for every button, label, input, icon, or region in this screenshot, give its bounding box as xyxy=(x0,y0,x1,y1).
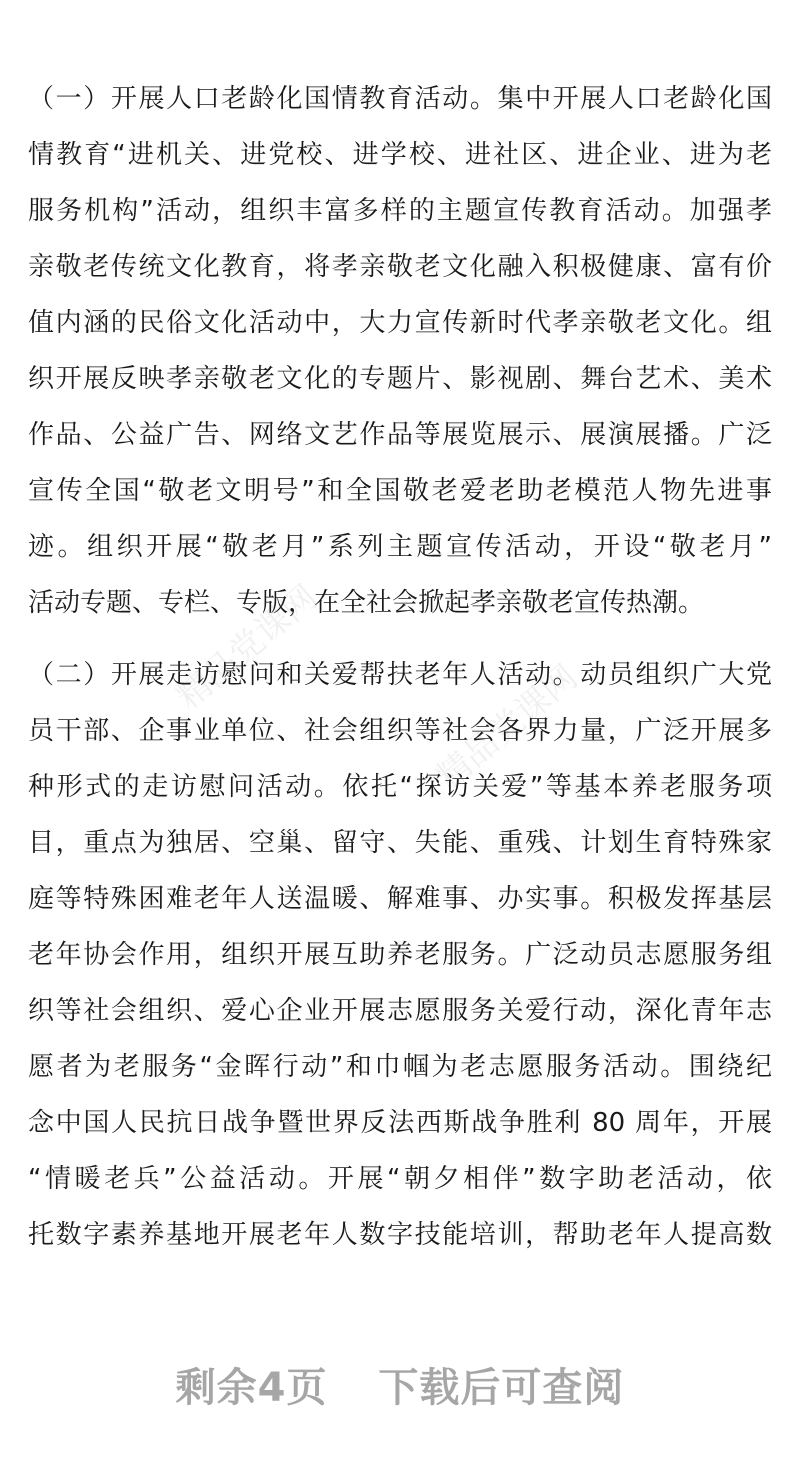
watermark: 精品党课网 xyxy=(169,577,326,718)
text-line: 托数字素养基地开展老年人数字技能培训，帮助老年人提高数 xyxy=(28,1220,772,1250)
text-line: 值内涵的民俗文化活动中，大力宣传新时代孝亲敬老文化。组 xyxy=(28,308,772,338)
text-line: 情教育“进机关、进党校、进学校、进社区、进企业、进为老 xyxy=(28,140,772,170)
text-line: 服务机构”活动，组织丰富多样的主题宣传教育活动。加强孝 xyxy=(28,196,772,226)
paragraph-1 xyxy=(28,71,772,631)
text-line: 愿者为老服务“金晖行动”和巾帼为老志愿服务活动。围绕纪 xyxy=(28,1052,772,1082)
text-line: 老年协会作用，组织开展互助养老服务。广泛动员志愿服务组 xyxy=(28,940,772,970)
text-line: 织等社会组织、爱心企业开展志愿服务关爱行动，深化青年志 xyxy=(28,996,772,1026)
download-prompt[interactable] xyxy=(0,1356,800,1413)
remaining-pages-label: 剩余4页 xyxy=(175,1365,328,1411)
text-line: 念中国人民抗日战争暨世界反法西斯战争胜利 80 周年，开展 xyxy=(28,1108,772,1138)
text-line: “情暖老兵”公益活动。开展“朝夕相伴”数字助老活动，依 xyxy=(28,1164,772,1194)
text-line: 员干部、企事业单位、社会组织等社会各界力量，广泛开展多 xyxy=(28,716,772,746)
text-line: 庭等特殊困难老年人送温暖、解难事、办实事。积极发挥基层 xyxy=(28,884,772,914)
text-line: 亲敬老传统文化教育，将孝亲敬老文化融入积极健康、富有价 xyxy=(28,252,772,282)
text-line: 作品、公益广告、网络文艺作品等展览展示、展演展播。广泛 xyxy=(28,420,772,450)
text-line: （二）开展走访慰问和关爱帮扶老年人活动。动员组织广大党 xyxy=(28,660,772,690)
text-line: 宣传全国“敬老文明号”和全国敬老爱老助老模范人物先进事 xyxy=(28,476,772,506)
watermark: 精品党课网 xyxy=(429,657,586,798)
text-line: 目，重点为独居、空巢、留守、失能、重残、计划生育特殊家 xyxy=(28,828,772,858)
text-line: 种形式的走访慰问活动。依托“探访关爱”等基本养老服务项 xyxy=(28,772,772,802)
download-to-view-label[interactable]: 下载后可查阅 xyxy=(378,1365,625,1411)
text-line: 织开展反映孝亲敬老文化的专题片、影视剧、舞台艺术、美术 xyxy=(28,364,772,394)
paragraph-2 xyxy=(28,647,772,1263)
text-line: 活动专题、专栏、专版，在全社会掀起孝亲敬老宣传热潮。 xyxy=(28,588,705,618)
text-line: 迹。组织开展“敬老月”系列主题宣传活动，开设“敬老月” xyxy=(28,532,772,562)
text-line: （一）开展人口老龄化国情教育活动。集中开展人口老龄化国 xyxy=(28,84,772,114)
